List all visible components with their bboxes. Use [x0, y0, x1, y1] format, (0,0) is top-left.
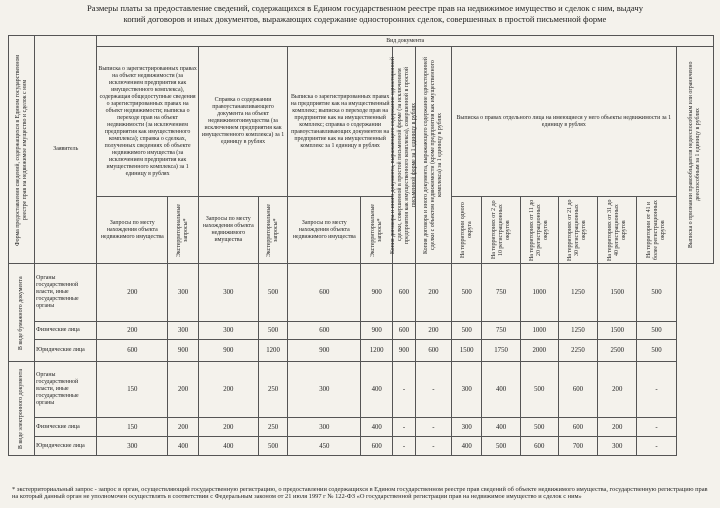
- value-cell: -: [637, 362, 676, 418]
- header-by-location-1: Запросы по месту нахождения объекта недвижимого имущества: [97, 197, 168, 264]
- value-cell: 1200: [361, 340, 393, 362]
- value-cell: 500: [637, 340, 676, 362]
- header-territory-3: На территориях от 11 до 20 регистрационных округов: [520, 197, 558, 264]
- value-cell: 1250: [558, 322, 597, 340]
- fee-table: [8, 35, 714, 456]
- value-cell: 1500: [598, 264, 637, 322]
- value-cell: 600: [520, 437, 558, 456]
- header-row-1: [9, 36, 714, 47]
- value-cell: 200: [97, 264, 168, 322]
- header-recognition: Выписка о признании правообладателя недееспособным или ограниченно дееспособным за 1 единицу в рублях: [676, 47, 713, 264]
- table-row: [9, 437, 714, 456]
- value-cell: 1250: [558, 264, 597, 322]
- title-line-2: копий договоров и иных документов, выражающих содержание односторонних сделок, совершенных в простой письменной форме: [123, 14, 607, 24]
- value-cell: -: [415, 362, 451, 418]
- value-cell: 900: [198, 340, 258, 362]
- header-copy-2: Копия договора и иного документа, выражающего содержание односторонней сделки с объектом недвижимости (кроме предприятия как имущественного комплекса) за 1 единицу в рублях: [415, 47, 451, 264]
- value-cell: 1000: [520, 264, 558, 322]
- value-cell: 300: [97, 437, 168, 456]
- value-cell: 750: [482, 322, 520, 340]
- value-cell: 600: [288, 322, 361, 340]
- value-cell: 500: [258, 264, 287, 322]
- value-cell: 2000: [520, 340, 558, 362]
- value-cell: 300: [168, 264, 199, 322]
- value-cell: -: [393, 362, 416, 418]
- applicant-cell: Физические лица: [35, 322, 97, 340]
- value-cell: 400: [451, 437, 482, 456]
- value-cell: 200: [97, 322, 168, 340]
- section-label-electronic: В виде электронного документа: [9, 362, 35, 456]
- value-cell: 300: [598, 437, 637, 456]
- value-cell: 2500: [598, 340, 637, 362]
- footnote: * экстерриториальный запрос - запрос в орган, осуществляющий государственную регистрацию, о предоставлении содержащихся в Едином государственном реестре прав сведений об объекте недвижимого имущества, государственную регистрацию прав на который данный орган не уполномочен осуществлять в соответствии с Федеральным законом от 21 июля 1997 г № 122-ФЗ «О государственной регистрации прав на недвижимое имущество и сделок с ним»: [12, 486, 708, 501]
- value-cell: 400: [168, 437, 199, 456]
- header-territory-5: На территориях от 31 до 40 регистрационных округов: [598, 197, 637, 264]
- value-cell: 600: [558, 418, 597, 437]
- value-cell: 1500: [451, 340, 482, 362]
- value-cell: 250: [258, 418, 287, 437]
- value-cell: 1750: [482, 340, 520, 362]
- value-cell: 200: [198, 362, 258, 418]
- value-cell: 600: [97, 340, 168, 362]
- value-cell: 500: [637, 322, 676, 340]
- header-extraterritorial-2: Экстерриториальные запросы*: [258, 197, 287, 264]
- value-cell: 900: [393, 340, 416, 362]
- value-cell: 1200: [258, 340, 287, 362]
- table-row: [9, 418, 714, 437]
- header-territory-1: На территории одного округа: [451, 197, 482, 264]
- value-cell: 150: [97, 362, 168, 418]
- header-extraterritorial-3: Экстерриториальные запросы*: [361, 197, 393, 264]
- value-cell: 300: [168, 322, 199, 340]
- value-cell: 200: [168, 418, 199, 437]
- applicant-cell: Юридические лица: [35, 340, 97, 362]
- header-copy-1: Копия договора и иного документа, выражающего содержание односторонней сделки, совершенной в простой письменной форме (за исключением предприятия как имущественного комплекса), совершенной в простой письменной форме за 1 единицу в рублях: [393, 47, 416, 264]
- value-cell: 200: [168, 362, 199, 418]
- value-cell: 300: [288, 362, 361, 418]
- value-cell: 500: [258, 437, 287, 456]
- value-cell: 500: [637, 264, 676, 322]
- header-group-1: Выписка о зарегистрированных правах на объект недвижимости (за исключением предприятия как имущественного комплекса), содержащая общедоступные сведения о зарегистрированных правах на объект недвижимости; выписка о переходе прав на объект недвижимости (за исключением предприятия как имущественного комплекса); справка о сделках, полученных сведениях об объекте недвижимого имущества (за исключением предприятия как имущественного комплекса) за 1 единицу в рублях: [97, 47, 198, 197]
- applicant-cell: Физические лица: [35, 418, 97, 437]
- header-territory-2: На территориях от 2 до 10 регистрационных округов: [482, 197, 520, 264]
- value-cell: 500: [451, 264, 482, 322]
- header-applicant: Заявитель: [35, 36, 97, 264]
- value-cell: 300: [198, 322, 258, 340]
- header-group-2: Справка о содержании правоустанавливающего документа на объект недвижимогоимущества (за исключением предприятия как имущественного комплекса) за 1 единицу в рублях: [198, 47, 287, 197]
- applicant-cell: Юридические лица: [35, 437, 97, 456]
- header-territory-4: На территориях от 21 до 30 регистрационных округов: [558, 197, 597, 264]
- value-cell: -: [415, 418, 451, 437]
- value-cell: 300: [288, 418, 361, 437]
- table-row: [9, 264, 714, 322]
- header-by-location-2: Запросы по месту нахождения объекта недвижимого имущества: [198, 197, 258, 264]
- value-cell: 1500: [598, 322, 637, 340]
- value-cell: 900: [288, 340, 361, 362]
- header-by-location-3: Запросы по месту нахождения объекта недвижимого имущества: [288, 197, 361, 264]
- value-cell: 400: [361, 418, 393, 437]
- value-cell: 500: [520, 418, 558, 437]
- value-cell: 200: [415, 322, 451, 340]
- header-group-4: Выписка о правах отдельного лица на имеющиеся у него объекты недвижимости за 1 единицу в рублях: [451, 47, 676, 197]
- value-cell: 600: [415, 340, 451, 362]
- value-cell: 250: [258, 362, 287, 418]
- header-extraterritorial-1: Экстерриториальные запросы*: [168, 197, 199, 264]
- value-cell: 400: [198, 437, 258, 456]
- header-row-3: [9, 197, 714, 263]
- value-cell: 450: [288, 437, 361, 456]
- value-cell: -: [393, 418, 416, 437]
- section-label-paper: В виде бумажного документа: [9, 264, 35, 362]
- value-cell: 500: [482, 437, 520, 456]
- table-row: [9, 322, 714, 340]
- value-cell: 200: [598, 418, 637, 437]
- applicant-cell: Органы государственной власти, иные государственные органы: [35, 264, 97, 322]
- value-cell: 1000: [520, 322, 558, 340]
- value-cell: 200: [198, 418, 258, 437]
- title-line-1: Размеры платы за предоставление сведений, содержащихся в Едином государственном реестре прав на недвижимое имущество и сделок с ним, выдачу: [87, 3, 643, 13]
- value-cell: 300: [198, 264, 258, 322]
- value-cell: 900: [361, 264, 393, 322]
- value-cell: 400: [482, 362, 520, 418]
- value-cell: 2250: [558, 340, 597, 362]
- value-cell: 400: [361, 362, 393, 418]
- value-cell: 600: [393, 322, 416, 340]
- header-group-3: Выписка о зарегистрированных правах на предприятие как на имущественный комплекс; выписка о переходе прав на предприятие как на имущественный комплекс; справка о содержании правоустанавливающих документов на предприятие как на имущественный комплекс за 1 единицу в рублях: [288, 47, 393, 197]
- value-cell: 200: [415, 264, 451, 322]
- applicant-cell: Органы государственной власти, иные государственные органы: [35, 362, 97, 418]
- value-cell: 600: [393, 264, 416, 322]
- value-cell: 150: [97, 418, 168, 437]
- value-cell: 500: [451, 322, 482, 340]
- table-row: [9, 340, 714, 362]
- header-row-2: [9, 47, 714, 197]
- value-cell: 300: [451, 362, 482, 418]
- value-cell: 300: [451, 418, 482, 437]
- value-cell: 400: [482, 418, 520, 437]
- value-cell: 600: [558, 362, 597, 418]
- value-cell: 200: [598, 362, 637, 418]
- value-cell: -: [415, 437, 451, 456]
- value-cell: 500: [520, 362, 558, 418]
- value-cell: 500: [258, 322, 287, 340]
- value-cell: -: [393, 437, 416, 456]
- value-cell: 900: [361, 322, 393, 340]
- header-form: Форма предоставления сведений, содержащихся в Едином государственном реестре прав на недвижимое имущество и сделок с ним: [9, 36, 35, 264]
- document-title: [20, 3, 710, 25]
- value-cell: 700: [558, 437, 597, 456]
- table-row: [9, 362, 714, 418]
- header-doc-type: Вид документа: [97, 36, 714, 47]
- header-territory-6: На территории от 41 и более регистрационных округов: [637, 197, 676, 264]
- value-cell: -: [637, 418, 676, 437]
- value-cell: 900: [168, 340, 199, 362]
- value-cell: 600: [288, 264, 361, 322]
- value-cell: -: [637, 437, 676, 456]
- value-cell: 600: [361, 437, 393, 456]
- value-cell: 750: [482, 264, 520, 322]
